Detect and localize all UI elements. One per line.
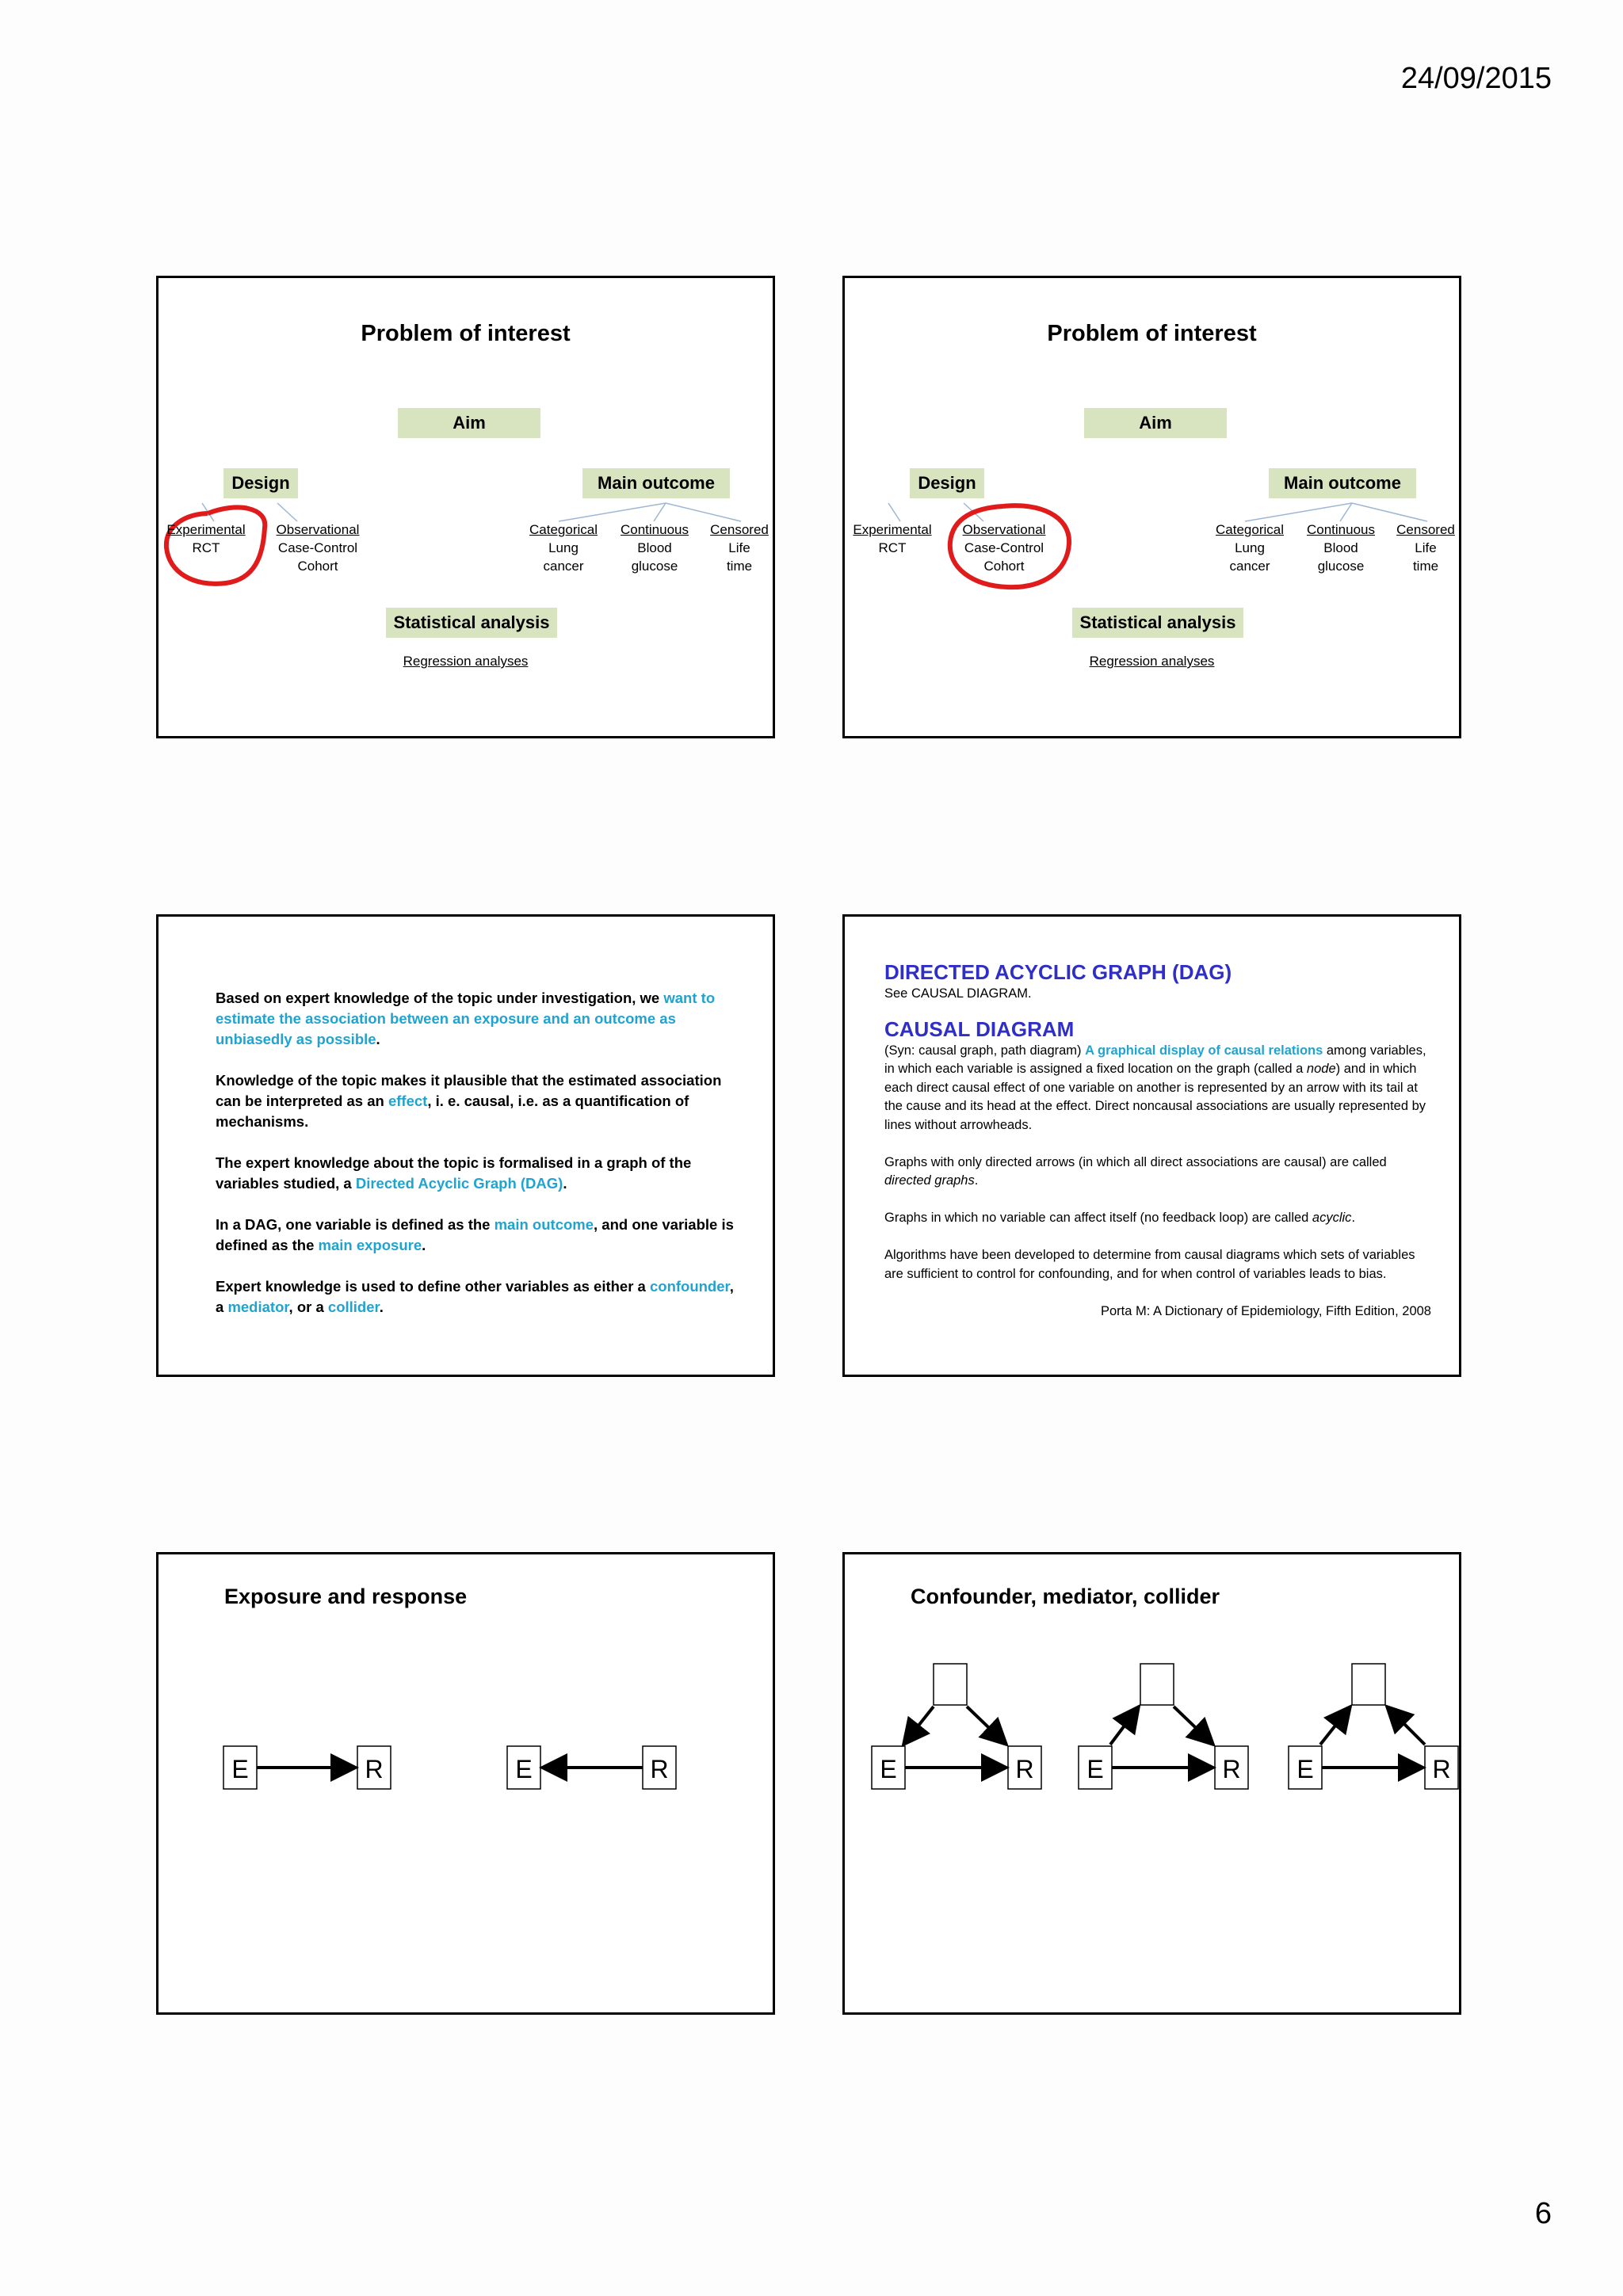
- main-outcome-box: Main outcome: [582, 468, 730, 498]
- arrow-c-to-e: [903, 1707, 934, 1745]
- confounder-diagram: [872, 1664, 1041, 1789]
- text: , a: [216, 1278, 734, 1315]
- text: among variables, in which each variable is assigned a fixed location on the graph (called a: [884, 1043, 1426, 1076]
- highlight-text: effect: [388, 1093, 428, 1109]
- node-e-label: E: [231, 1755, 249, 1783]
- text: .: [1351, 1211, 1356, 1225]
- paragraph-acyclic: [884, 1209, 1431, 1228]
- outcome-option-categorical: [523, 521, 604, 575]
- slide-expert-knowledge: [156, 914, 775, 1377]
- paragraph-4: [216, 1215, 739, 1256]
- arrow-c-to-r: [967, 1707, 1006, 1745]
- option-line: Lung: [548, 540, 579, 555]
- highlight-text: Directed Acyclic Graph (DAG): [355, 1175, 563, 1192]
- option-line: glucose: [1317, 559, 1365, 574]
- text: (Syn: causal graph, path diagram): [884, 1043, 1086, 1058]
- highlight-text: collider: [327, 1299, 380, 1315]
- paragraph-algorithms: Algorithms have been developed to determine from causal diagrams which sets of variables are sufficient to control for confounding, and for when control of variables leads to bias.: [884, 1248, 1415, 1281]
- option-heading: Censored: [710, 522, 769, 537]
- option-heading: Categorical: [529, 522, 598, 537]
- text: .: [379, 1299, 384, 1315]
- option-line: time: [726, 559, 753, 574]
- design-box: Design: [223, 468, 298, 498]
- heading-causal-diagram: CAUSAL DIAGRAM: [884, 1016, 1075, 1041]
- design-box: Design: [910, 468, 984, 498]
- outcome-option-continuous: [1298, 521, 1384, 575]
- paragraph-2: [216, 1070, 739, 1132]
- definition-paragraph: [884, 1042, 1431, 1135]
- heading-dag: DIRECTED ACYCLIC GRAPH (DAG): [884, 960, 1232, 984]
- confounder-mediator-collider-diagram: [845, 1554, 1461, 2015]
- option-line: Life: [1415, 540, 1437, 555]
- italic-text: acyclic: [1312, 1211, 1352, 1225]
- node-e-label: E: [515, 1755, 533, 1783]
- design-option-observational: [268, 521, 368, 575]
- text: The expert knowledge about the topic is formalised in a graph of the variables studied, a: [216, 1154, 692, 1192]
- text: Graphs with only directed arrows (in which all direct associations are causal) are called: [884, 1154, 1387, 1169]
- option-line: Cohort: [983, 559, 1025, 574]
- option-line: Case-Control: [277, 540, 358, 555]
- option-heading: Continuous: [1306, 522, 1375, 537]
- option-line: Life: [728, 540, 750, 555]
- node-r-label: R: [1432, 1755, 1451, 1783]
- aim-box: Aim: [1084, 408, 1227, 438]
- highlight-text: A graphical display of causal relations: [1085, 1043, 1323, 1058]
- collider-diagram: [1289, 1664, 1458, 1789]
- arrow-e-to-collider: [1320, 1707, 1350, 1745]
- option-line: time: [1412, 559, 1439, 574]
- option-line: Cohort: [297, 559, 338, 574]
- regression-analyses: Regression analyses: [1089, 654, 1215, 669]
- highlight-text: want to estimate the association between an exposure and an outcome as unbiasedly as possible: [216, 990, 716, 1047]
- slide-definitions: [842, 914, 1461, 1377]
- option-line: cancer: [1229, 559, 1270, 574]
- slide-problem-of-interest-observational: [842, 276, 1461, 738]
- main-outcome-box: Main outcome: [1269, 468, 1416, 498]
- text: Graphs in which no variable can affect itself (no feedback loop) are called: [884, 1211, 1312, 1225]
- slide-problem-of-interest-rct: [156, 276, 775, 738]
- option-heading: Censored: [1396, 522, 1455, 537]
- outcome-option-categorical: [1209, 521, 1290, 575]
- node-third-variable: [1140, 1664, 1174, 1705]
- slide-title: Problem of interest: [361, 321, 571, 346]
- option-heading: Experimental: [853, 522, 932, 537]
- option-heading: Continuous: [620, 522, 689, 537]
- italic-text: directed graphs: [884, 1173, 975, 1188]
- option-line: cancer: [543, 559, 584, 574]
- page-number: 6: [1534, 2197, 1552, 2230]
- node-third-variable: [934, 1664, 967, 1705]
- highlight-text: confounder: [649, 1278, 730, 1295]
- statistical-analysis-box: Statistical analysis: [386, 608, 557, 638]
- option-line: RCT: [192, 540, 220, 555]
- text: In a DAG, one variable is defined as the: [216, 1216, 495, 1233]
- option-line: Blood: [637, 540, 672, 555]
- option-heading: Observational: [962, 522, 1046, 537]
- slide-confounder-mediator-collider: [842, 1552, 1461, 2015]
- text: .: [563, 1175, 567, 1192]
- option-line: Case-Control: [964, 540, 1044, 555]
- outcome-option-continuous: [612, 521, 697, 575]
- arrow-e-to-m: [1110, 1707, 1139, 1745]
- paragraph-1: [216, 988, 739, 1050]
- node-e-label: E: [1086, 1755, 1104, 1783]
- italic-text: node: [1306, 1062, 1336, 1076]
- statistical-analysis-box: Statistical analysis: [1072, 608, 1243, 638]
- text: .: [974, 1173, 979, 1188]
- text: Based on expert knowledge of the topic under investigation, we: [216, 990, 664, 1006]
- see-reference: See CAUSAL DIAGRAM.: [884, 986, 1032, 1001]
- node-r-label: R: [1222, 1755, 1241, 1783]
- paragraph-5: [216, 1276, 739, 1318]
- option-heading: Observational: [276, 522, 360, 537]
- slide-text: [884, 959, 1431, 1321]
- paragraph-3: [216, 1153, 739, 1194]
- page-date: 24/09/2015: [1400, 62, 1552, 95]
- text: .: [422, 1237, 426, 1253]
- node-third-variable: [1352, 1664, 1385, 1705]
- text: , or a: [288, 1299, 328, 1315]
- exposure-response-diagram: [158, 1554, 775, 2015]
- slide-title: Problem of interest: [1047, 321, 1257, 346]
- arrow-m-to-r: [1174, 1707, 1213, 1745]
- slide-exposure-response: [156, 1552, 775, 2015]
- option-line: RCT: [878, 540, 907, 555]
- outcome-option-censored: [703, 521, 775, 575]
- highlight-text: main outcome: [494, 1216, 594, 1233]
- mediator-diagram: [1079, 1664, 1248, 1789]
- highlight-text: mediator: [227, 1299, 289, 1315]
- paragraph-directed: [884, 1154, 1431, 1191]
- text: ) and in which each direct causal effect of one variable on another is represented by an arrow with its tail at the cause and its head at the effect. Direct noncausal associations are usually represented by lines without arrowheads.: [884, 1062, 1426, 1132]
- text: Expert knowledge is used to define other variables as either a: [216, 1278, 650, 1295]
- node-r-label: R: [650, 1755, 669, 1783]
- design-option-observational: [954, 521, 1054, 575]
- outcome-option-censored: [1389, 521, 1461, 575]
- highlight-text: main exposure: [318, 1237, 422, 1253]
- slide-text: [216, 988, 739, 1338]
- text: Knowledge of the topic makes it plausible that the estimated association can be interpreted as an: [216, 1072, 722, 1109]
- arrow-r-to-collider: [1387, 1707, 1425, 1745]
- regression-analyses: Regression analyses: [403, 654, 529, 669]
- option-heading: Experimental: [166, 522, 246, 537]
- node-e-label: E: [1296, 1755, 1314, 1783]
- option-line: Blood: [1323, 540, 1358, 555]
- node-r-label: R: [1015, 1755, 1034, 1783]
- text: , and one variable is defined as the: [216, 1216, 734, 1253]
- slide-title: Exposure and response: [224, 1585, 468, 1608]
- node-e-label: E: [880, 1755, 897, 1783]
- option-line: Lung: [1235, 540, 1265, 555]
- text: .: [376, 1031, 380, 1047]
- node-r-label: R: [365, 1755, 384, 1783]
- reference: Porta M: A Dictionary of Epidemiology, Fifth Edition, 2008: [1101, 1303, 1431, 1318]
- option-line: glucose: [631, 559, 678, 574]
- design-option-experimental: [849, 521, 936, 557]
- option-heading: Categorical: [1216, 522, 1284, 537]
- text: , i. e. causal, i.e. as a quantification of mechanisms.: [216, 1093, 689, 1130]
- aim-box: Aim: [398, 408, 540, 438]
- design-option-experimental: [162, 521, 250, 557]
- slide-title: Confounder, mediator, collider: [911, 1585, 1220, 1608]
